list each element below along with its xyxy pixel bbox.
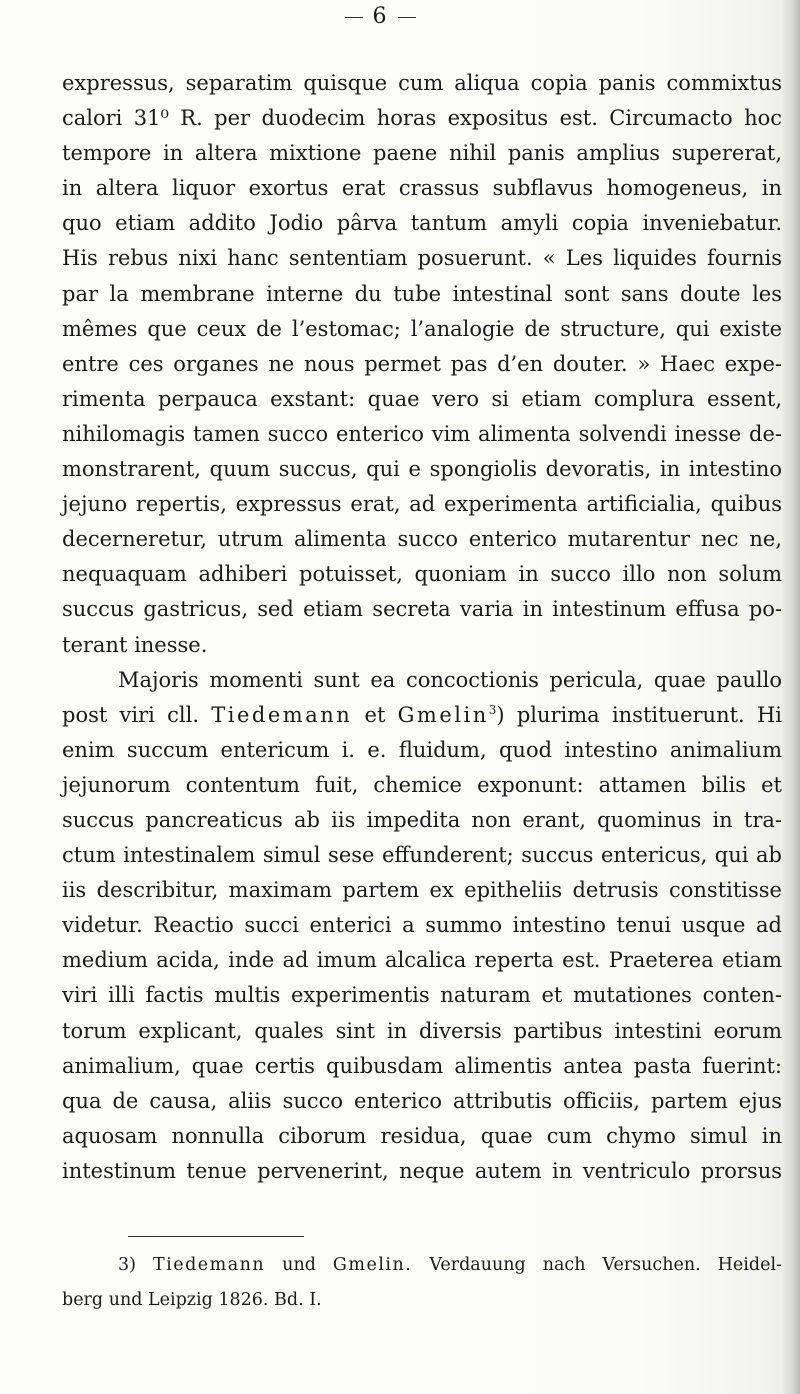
text-line: aquosam nonnulla ciborum residua, quae cum chymo simul in <box>62 1123 782 1148</box>
text-line: torum explicant, quales sint in diversis partibus intestini eorum <box>62 1018 782 1043</box>
text-line: par la membrane interne du tube intestinal sont sans doute les <box>62 281 782 306</box>
text-line: calori 31⁰ R. per duodecim horas expositus est. Circumacto hoc <box>62 106 782 131</box>
paragraph-start-line: Majoris momenti sunt ea concoctionis pericula, quae paullo <box>118 667 782 692</box>
text-line: tempore in altera mixtione paene nihil panis amplius supererat, <box>62 141 782 166</box>
page-number-value: 6 <box>372 4 388 29</box>
text-line: entre ces organes ne nous permet pas d’en douter. » Haec expe- <box>62 351 782 376</box>
footnote-title: Verdauung nach Versuchen. <box>429 1255 701 1275</box>
footnote-text: und <box>282 1255 316 1275</box>
text-line: expressus, separatim quisque cum aliqua copia panis commixtus <box>62 71 782 95</box>
text-line: viri illi factis multis experimentis naturam et mutationes conten- <box>62 983 782 1008</box>
footnote-place: Heidel- <box>717 1255 782 1275</box>
author-name: Tiedemann <box>211 702 353 727</box>
page-edge-shadow <box>782 0 800 1394</box>
page-number <box>0 4 760 29</box>
body-text <box>62 66 782 1189</box>
text-line: jejuno repertis, expressus erat, ad experimenta artificialia, quibus <box>62 492 782 517</box>
text-line: qua de causa, aliis succo enterico attributis officiis, partem ejus <box>62 1088 782 1113</box>
text-line: quo etiam addito Jodio pârva tantum amyli copia inveniebatur. <box>62 211 782 236</box>
text-line-with-authors <box>62 698 782 733</box>
text-line: succus pancreaticus ab iis impedita non erant, quominus in tra- <box>62 807 782 832</box>
footnote-line <box>62 1252 782 1287</box>
text-line: in altera liquor exortus erat crassus subflavus homogeneus, in <box>62 176 782 201</box>
text-line: ctum intestinalem simul sese effunderent; succus entericus, qui ab <box>62 843 782 868</box>
text-fragment: ) plurima instituerunt. Hi <box>496 702 782 727</box>
text-line: medium acida, inde ad imum alcalica reperta est. Praeterea etiam <box>62 948 782 973</box>
text-line: nihilomagis tamen succo enterico vim alimenta solvendi inesse de- <box>62 421 782 446</box>
text-line: videtur. Reactio succi enterici a summo intestino tenui usque ad <box>62 913 782 938</box>
footnote-author: Gmelin. <box>332 1255 413 1275</box>
author-name: Gmelin <box>397 702 489 727</box>
footnote-line: berg und Leipzig 1826. Bd. I. <box>62 1290 322 1311</box>
page-number-dash-left <box>345 17 363 18</box>
text-line: succus gastricus, sed etiam secreta varia in intestinum effusa po- <box>62 597 782 622</box>
text-line: mêmes que ceux de l’estomac; l’analogie de structure, qui existe <box>62 316 782 341</box>
footnote <box>62 1252 782 1322</box>
text-line: iis describitur, maximam partem ex epitheliis detrusis constitisse <box>62 878 782 903</box>
text-line: jejunorum contentum fuit, chemice exponunt: attamen bilis et <box>62 772 782 797</box>
text-line: His rebus nixi hanc sententiam posuerunt. « Les liquides fournis <box>62 246 782 271</box>
text-line: nequaquam adhiberi potuisset, quoniam in succo illo non solum <box>62 562 782 587</box>
footnote-marker: 3) <box>118 1255 136 1275</box>
text-line: monstrarent, quum succus, qui e spongiolis devoratis, in intestino <box>62 457 782 482</box>
footnote-author: Tiedemann <box>152 1255 266 1275</box>
footnote-divider <box>128 1236 304 1237</box>
page-number-dash-right <box>398 17 416 18</box>
text-fragment: et <box>352 702 398 727</box>
footnote-reference: 3 <box>488 702 497 717</box>
text-line: intestinum tenue pervenerint, neque autem in ventriculo prorsus <box>62 1158 782 1183</box>
text-fragment: post viri cll. <box>62 702 212 727</box>
text-line: enim succum entericum i. e. fluidum, quod intestino animalium <box>62 737 782 762</box>
text-line: terant inesse. <box>62 632 208 657</box>
text-line: rimenta perpauca exstant: quae vero si etiam complura essent, <box>62 386 782 411</box>
text-line: decerneretur, utrum alimenta succo enterico mutarentur nec ne, <box>62 527 782 552</box>
text-line: animalium, quae certis quibusdam alimentis antea pasta fuerint: <box>62 1053 782 1078</box>
